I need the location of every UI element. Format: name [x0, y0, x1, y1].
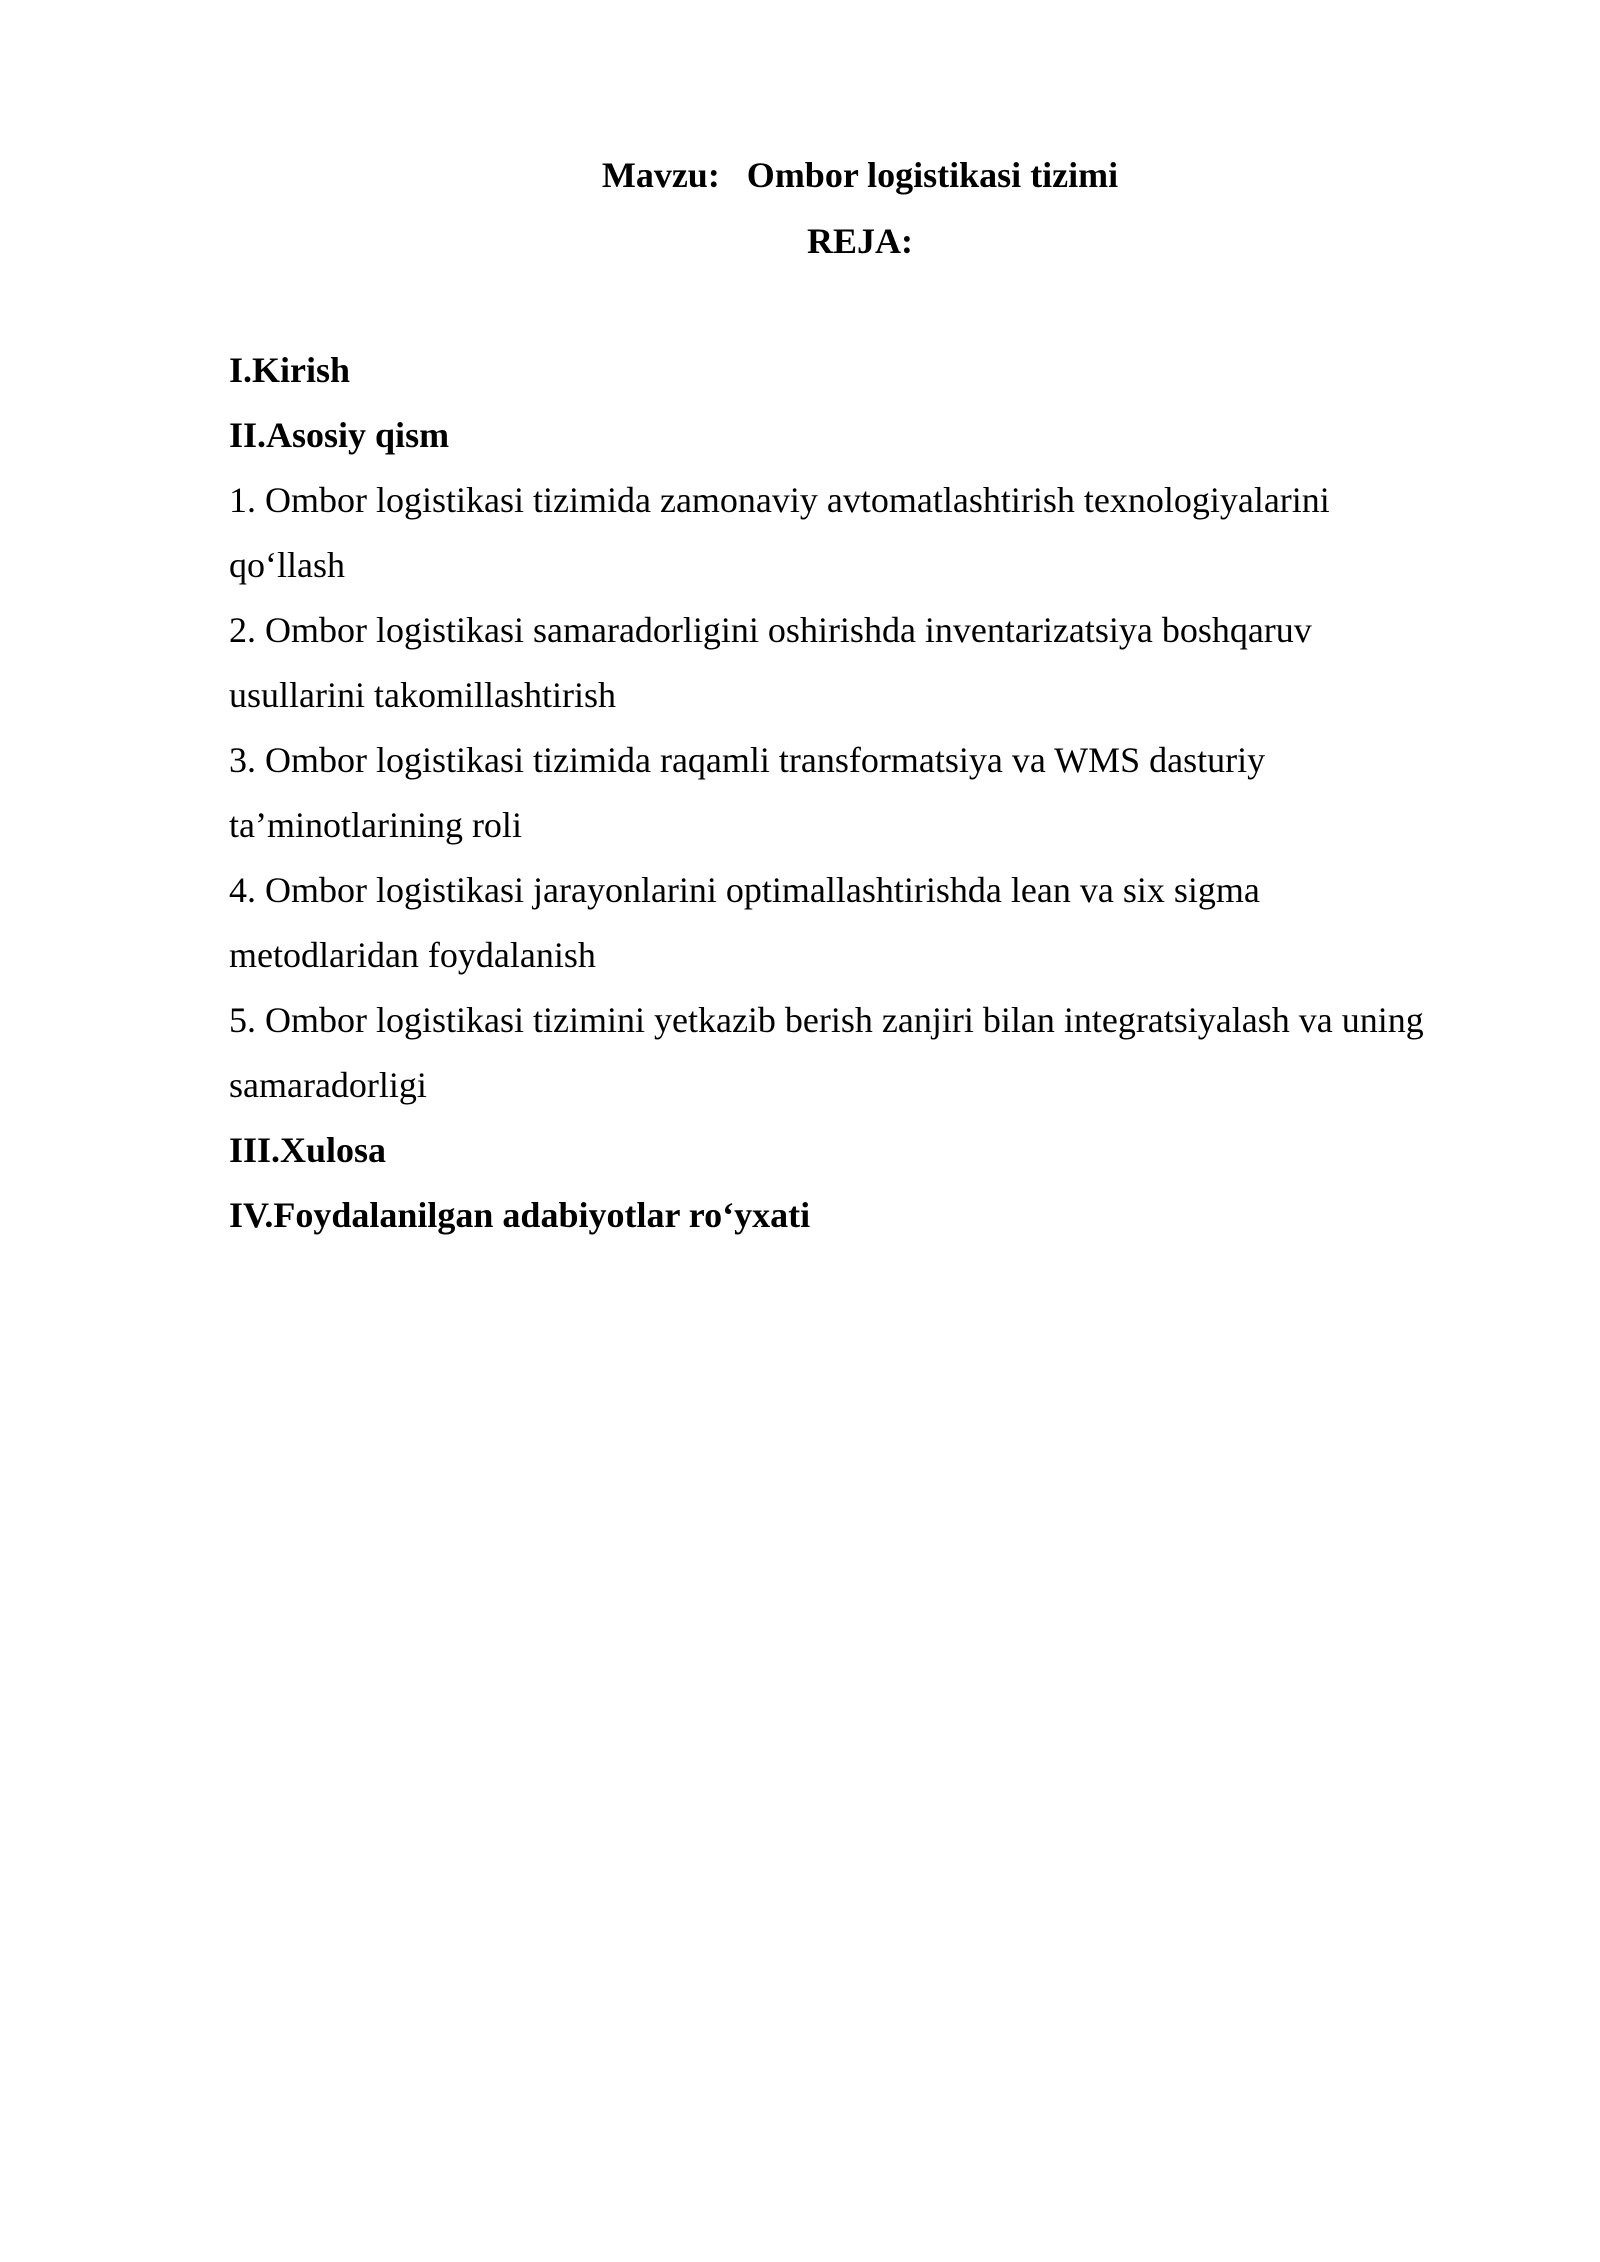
section-references: IV.Foydalanilgan adabiyotlar ro‘yxati	[229, 1195, 811, 1235]
plan-item-5-line-1: 5. Ombor logistikasi tizimini yetkazib berish zanjiri bilan integratsiyalash va uning	[229, 1000, 1424, 1040]
plan-item-4-line-1: 4. Ombor logistikasi jarayonlarini optimallashtirishda lean va six sigma	[229, 870, 1260, 910]
plan-item-3-line-1: 3. Ombor logistikasi tizimida raqamli transformatsiya va WMS dasturiy	[229, 740, 1266, 780]
plan-item-1-line-1: 1. Ombor logistikasi tizimida zamonaviy avtomatlashtirish texnologiyalarini	[229, 480, 1330, 520]
plan-item-5-line-2: samaradorligi	[229, 1065, 427, 1105]
plan-item-1-line-2: qo‘llash	[229, 545, 345, 585]
section-conclusion: III.Xulosa	[229, 1130, 387, 1170]
plan-item-3-line-2: ta’minotlarining roli	[229, 805, 522, 845]
section-introduction: I.Kirish	[229, 350, 351, 390]
topic-title: Mavzu: Ombor logistikasi tizimi	[601, 155, 1119, 195]
plan-item-2-line-1: 2. Ombor logistikasi samaradorligini oshirishda inventarizatsiya boshqaruv	[229, 610, 1312, 650]
plan-item-4-line-2: metodlaridan foydalanish	[229, 935, 596, 975]
plan-heading: REJA:	[807, 221, 913, 261]
section-main-part: II.Asosiy qism	[229, 415, 450, 455]
plan-item-2-line-2: usullarini takomillashtirish	[229, 675, 616, 715]
